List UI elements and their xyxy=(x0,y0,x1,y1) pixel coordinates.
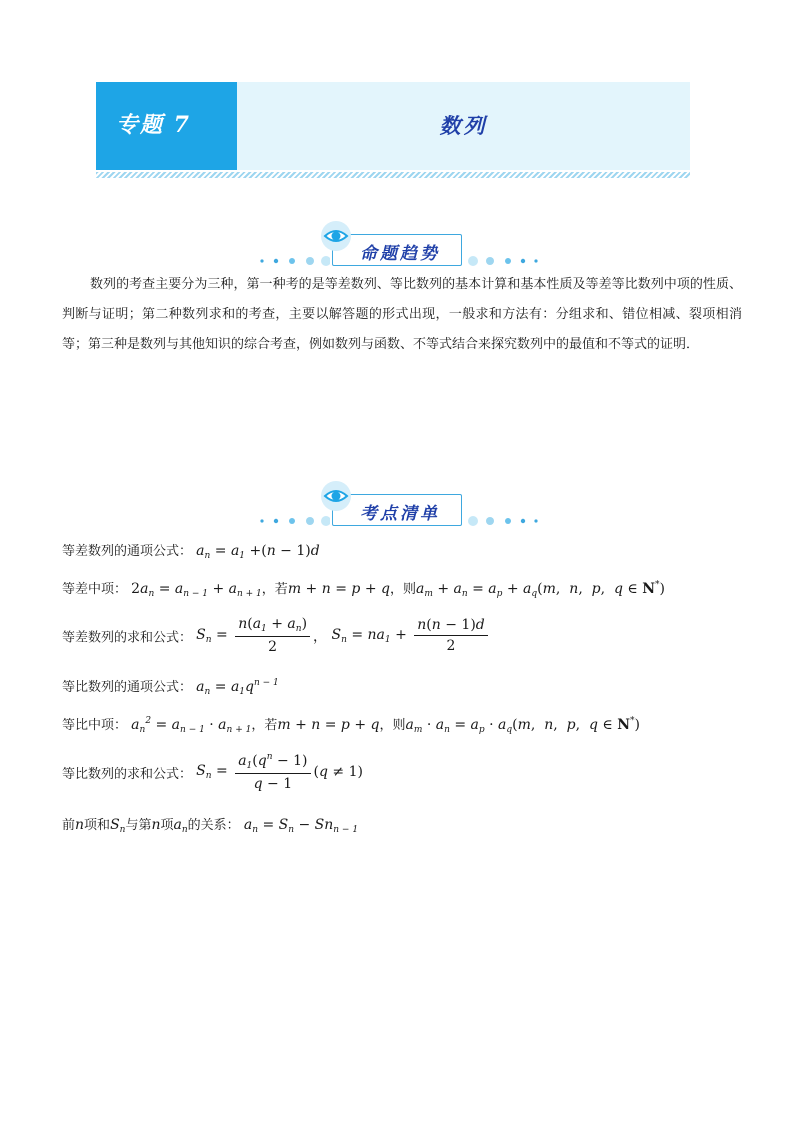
formula-label: 等比数列的通项公式： xyxy=(62,680,193,695)
formula-label: 项 xyxy=(160,818,174,833)
formula-label: 前 xyxy=(62,818,76,833)
formula-math: $S_n$ xyxy=(110,817,126,835)
decorative-dots-right xyxy=(468,514,540,528)
section-title: 考点清单 xyxy=(360,504,440,524)
formula-math: $S_n$ = $\frac{n(a_1 + a_n)}{2}$ ， $S_n = na_1$ + $\frac{n(n - 1)d}{2}$ xyxy=(196,628,491,644)
formula-math: $a_m \cdot a_n = a_p \cdot a_q(m$, n, p, q ∈ N*) xyxy=(405,716,640,735)
formula-label: 等差数列的通项公式： xyxy=(62,544,193,559)
formula-math: n xyxy=(151,817,161,833)
formula-math: $a_n^2 = a_{n - 1} \cdot a_{n + 1}$ xyxy=(131,716,252,735)
formula-math: $a_n = a_1 +(n - 1)d$ xyxy=(196,543,320,561)
section-header-points xyxy=(250,480,540,536)
formula-math: n xyxy=(75,817,85,833)
banner-divider xyxy=(96,172,690,178)
formula-math: $2a_n = a_{n - 1} + a_{n + 1}$ xyxy=(131,581,262,599)
formula-label: 与第 xyxy=(125,818,152,833)
formula-math: m + n = p + q xyxy=(277,717,380,733)
formula-connector: ，则 xyxy=(389,582,416,597)
topic-label-block xyxy=(96,82,237,170)
formula-label: 等比中项： xyxy=(62,718,128,733)
formula-math: $a_n = a_1q^{n - 1}$ xyxy=(196,678,279,697)
formula-label: 等差数列的求和公式： xyxy=(62,630,193,646)
formula-label: 等比数列的求和公式： xyxy=(62,767,193,782)
eye-icon xyxy=(320,480,352,512)
formula-arithmetic-middle-term xyxy=(62,578,665,599)
formula-geometric-middle-term xyxy=(62,714,640,735)
trend-paragraph: 数列的考查主要分为三种，第一种考的是等差数列、等比数列的基本计算和基本性质及等差等比数列中项的性质、判断与证明；第二种数列求和的考查，主要以解答题的形式出现，一般求和方法有：分组求和、错位相减、裂项相消等；第三种是数列与其他知识的综合考查，例如数列与函数、不等式结合来探究数列中的最值和不等式的证明． xyxy=(62,277,742,352)
decorative-dots-left xyxy=(258,254,330,268)
formula-label: 项和 xyxy=(84,818,111,833)
section-header-trend xyxy=(250,220,540,276)
formula-math: $S_n$ = $\frac{a_1(q^n - 1)}{q - 1}$ (q ≠ 1) xyxy=(196,752,363,792)
decorative-dots-left xyxy=(258,514,330,528)
topic-label: 专题 7 xyxy=(116,112,191,138)
formula-math: $a_m + a_n = a_p + a_q(m$, n, p, q ∈ N*) xyxy=(415,580,666,599)
formula-geometric-general-term xyxy=(62,676,279,697)
formula-sum-term-relation xyxy=(62,814,358,835)
formula-arithmetic-sum xyxy=(62,616,491,655)
formula-arithmetic-general-term xyxy=(62,540,320,561)
decorative-dots-right xyxy=(468,254,540,268)
section-title: 命题趋势 xyxy=(360,244,440,264)
formula-connector: ，则 xyxy=(379,718,406,733)
formula-geometric-sum xyxy=(62,752,363,792)
topic-banner xyxy=(96,82,690,170)
formula-connector: ，若 xyxy=(251,718,278,733)
formula-connector: ，若 xyxy=(261,582,288,597)
eye-icon xyxy=(320,220,352,252)
formula-label: 的关系： xyxy=(187,818,240,833)
formula-math: $a_n$ xyxy=(173,817,188,835)
formula-math: $a_n = S_n - Sn_{n - 1}$ xyxy=(243,817,359,835)
formula-math: m + n = p + q xyxy=(287,581,390,597)
formula-label: 等差中项： xyxy=(62,582,128,597)
page-title: 数列 xyxy=(439,114,488,138)
